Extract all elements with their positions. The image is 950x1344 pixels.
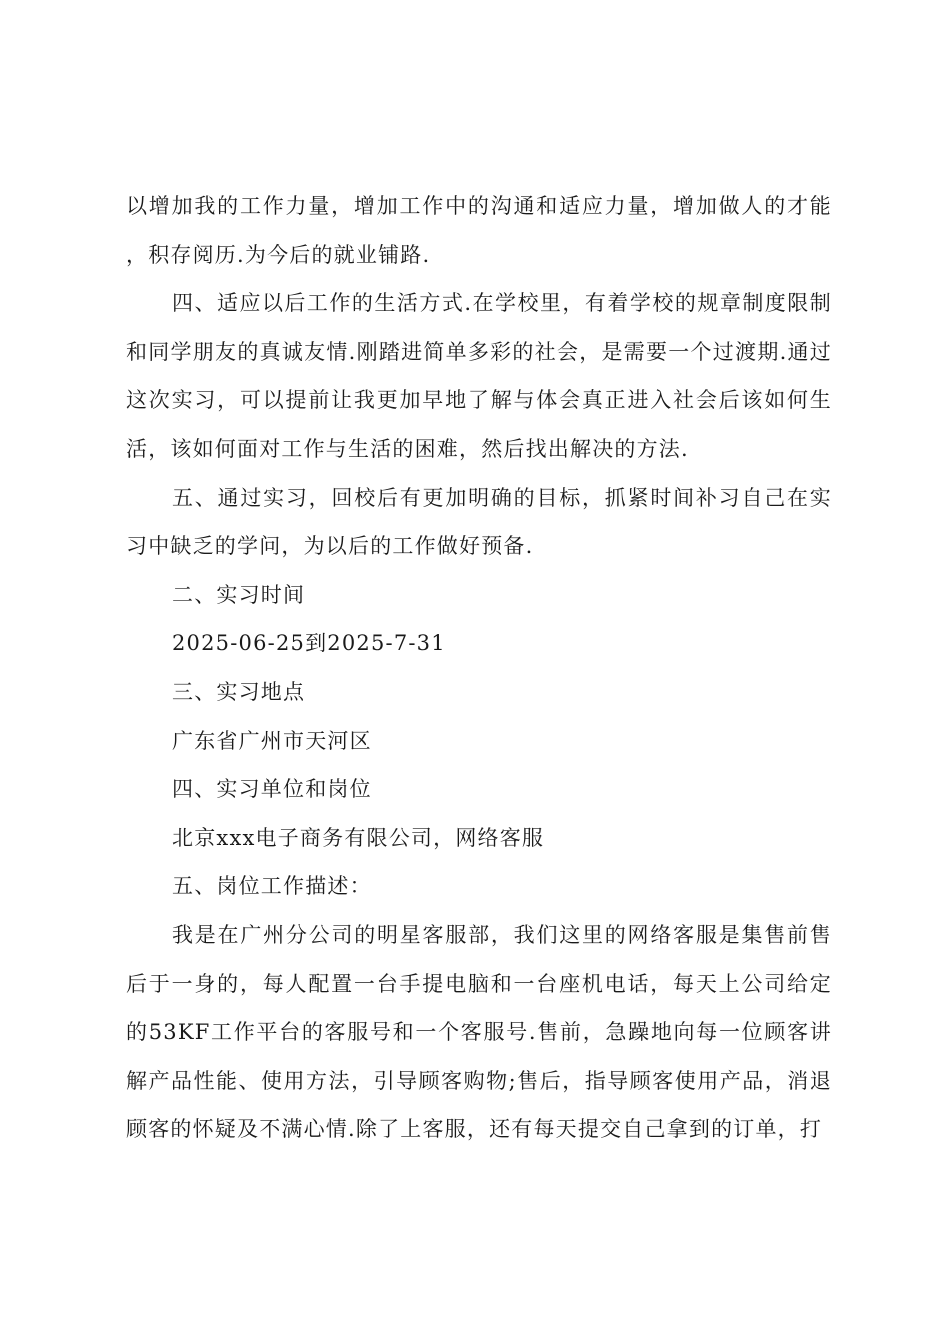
company-and-position: 北京xxx电子商务有限公司，网络客服 xyxy=(172,825,545,850)
paragraph-job-description: 我是在广州分公司的明星客服部，我们这里的网络客服是集售前售后于一身的，每人配置一台手提电脑和一台座机电话，每天上公司给定的53KF工作平台的客服号和一个客服号.售前，急躁地向每一位顾客讲解产品性能、使用方法，引导顾客购物;售后，指导顾客使用产品，消退顾客的怀疑及不满心情.除了上客服，还有每天提交自己拿到的订单，打 xyxy=(126,922,832,1142)
internship-dates: 2025-06-25到2025-7-31 xyxy=(172,631,446,656)
section-heading-internship-location: 三、实习地点 xyxy=(172,679,306,704)
internship-location: 广东省广州市天河区 xyxy=(172,728,372,753)
paragraph-adapt-lifestyle: 四、适应以后工作的生活方式.在学校里，有着学校的规章制度限制和同学朋友的真诚友情.刚踏进简单多彩的社会，是需要一个过渡期.通过这次实习，可以提前让我更加早地了解与体会真正进入社会后该如何生活，该如何面对工作与生活的困难，然后找出解决的方法. xyxy=(126,291,832,461)
paragraph-skills-continued: 以增加我的工作力量，增加工作中的沟通和适应力量，增加做人的才能，积存阅历.为今后的就业铺路. xyxy=(126,194,832,267)
section-heading-job-description: 五、岗位工作描述： xyxy=(172,874,372,899)
paragraph-clear-goals: 五、通过实习，回校后有更加明确的目标，抓紧时间补习自己在实习中缺乏的学问，为以后的工作做好预备. xyxy=(126,485,832,559)
section-heading-internship-time: 二、实习时间 xyxy=(172,582,306,607)
section-heading-company-position: 四、实习单位和岗位 xyxy=(172,777,372,802)
document-body xyxy=(126,182,832,1154)
